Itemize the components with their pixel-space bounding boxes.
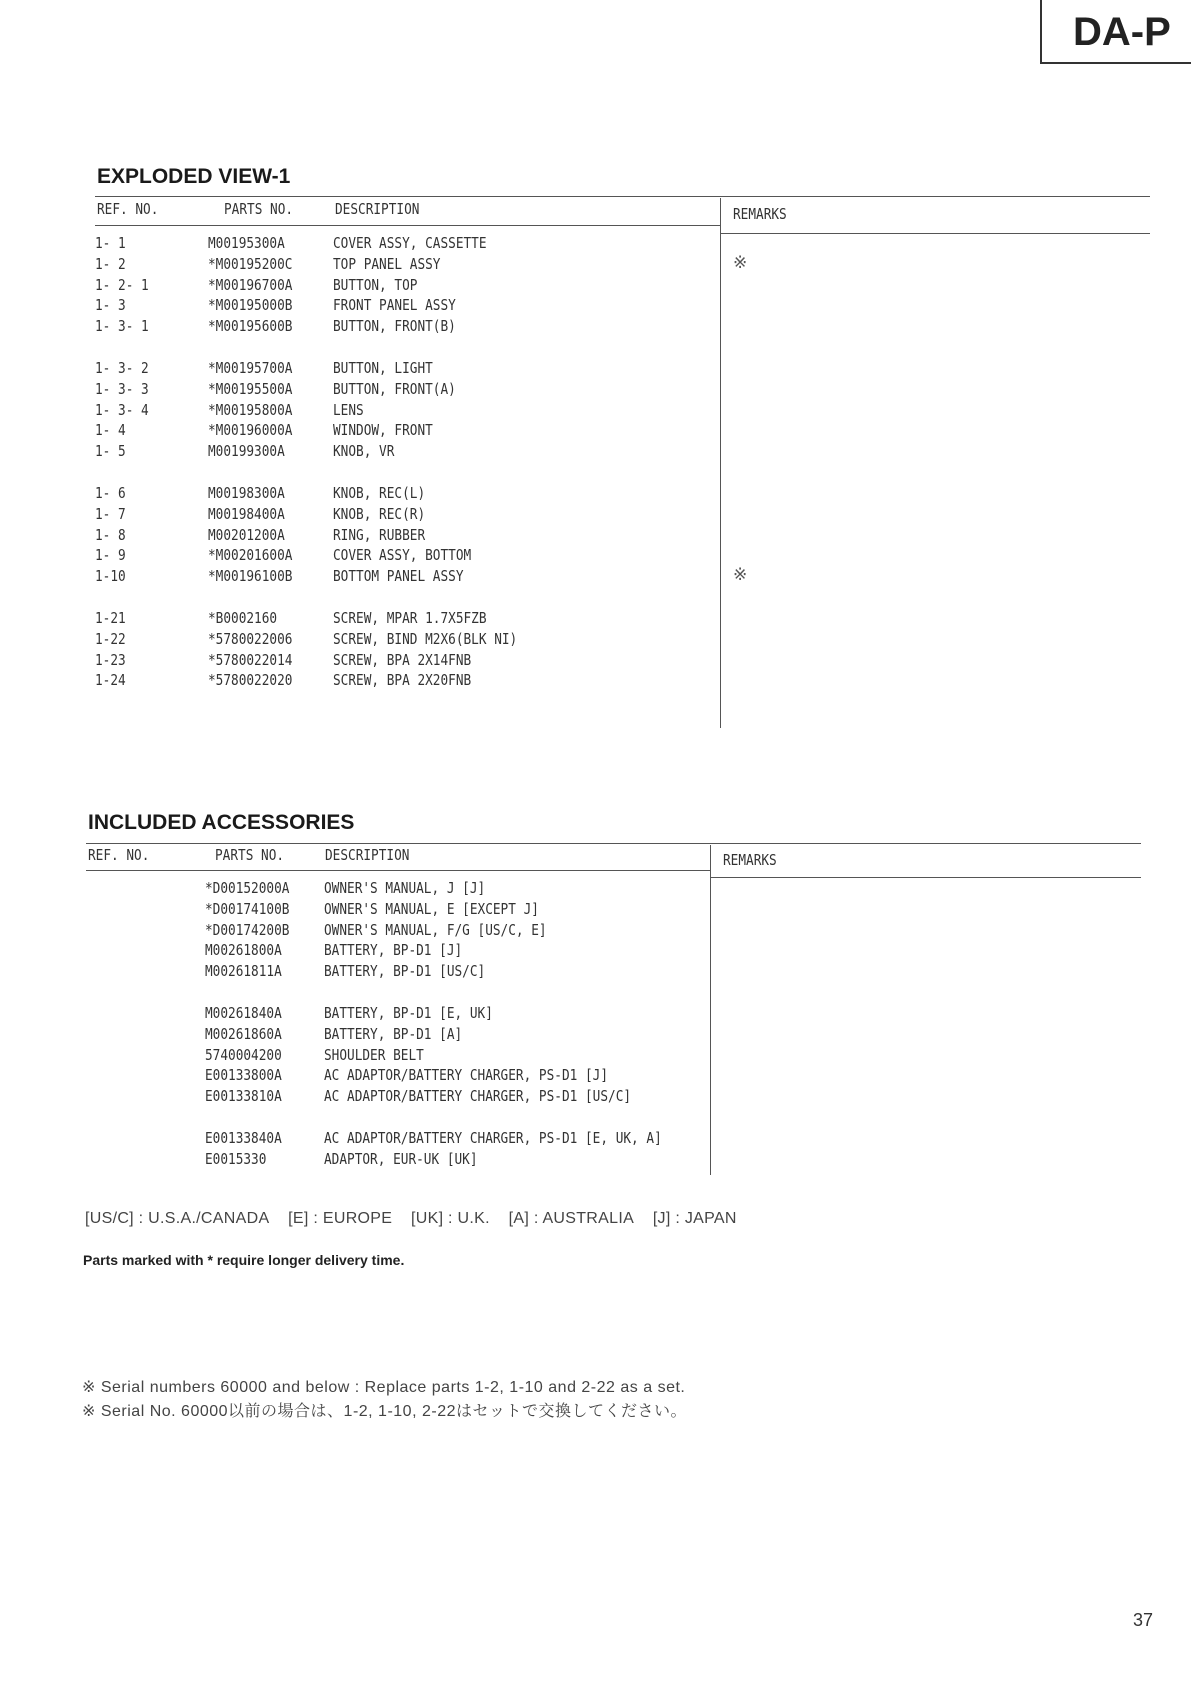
- table-row: [0, 1129, 720, 1150]
- table-row: [0, 921, 720, 942]
- remarks-divider: [720, 198, 721, 728]
- parts-no-cell: M00261811A: [205, 962, 282, 981]
- table-row: [0, 276, 720, 297]
- serial-note-en: ※ Serial numbers 60000 and below : Replace parts 1-2, 1-10 and 2-22 as a set.: [82, 1379, 686, 1396]
- description-cell: BUTTON, TOP: [333, 275, 418, 294]
- table-row: [0, 1004, 720, 1025]
- table-row: [0, 234, 720, 255]
- parts-no-cell: *M00195000B: [208, 296, 293, 315]
- table-row: [0, 1025, 720, 1046]
- parts-no-cell: *M00195800A: [208, 400, 293, 419]
- parts-no-cell: M00199300A: [208, 442, 285, 461]
- parts-no-cell: M00261860A: [205, 1024, 282, 1043]
- parts-no-cell: *M00195600B: [208, 317, 293, 336]
- serial-note-ja: ※ Serial No. 60000以前の場合は、1-2, 1-10, 2-22はセットで交換してください。: [82, 1403, 687, 1420]
- parts-no-cell: *5780022006: [208, 629, 293, 648]
- ref-no-cell: 1- 6: [95, 484, 126, 502]
- table-row: [0, 484, 720, 505]
- parts-no-cell: M00198300A: [208, 484, 285, 502]
- description-cell: AC ADAPTOR/BATTERY CHARGER, PS-D1 [US/C]: [324, 1087, 632, 1106]
- description-cell: SHOULDER BELT: [324, 1045, 424, 1064]
- description-cell: BOTTOM PANEL ASSY: [333, 567, 464, 586]
- table-row: [0, 359, 720, 380]
- ref-no-cell: 1- 3- 1: [95, 317, 149, 336]
- remarks-header-rule: [720, 233, 1150, 234]
- table-row: [0, 962, 720, 983]
- parts-no-cell: *M00196100B: [208, 567, 293, 586]
- parts-no-cell: *M00201600A: [208, 546, 293, 565]
- parts-no-cell: M00261840A: [205, 1004, 282, 1022]
- accessories-top-rule: [86, 843, 1141, 844]
- ref-no-cell: 1- 3- 2: [95, 359, 149, 377]
- description-cell: BATTERY, BP-D1 [US/C]: [324, 962, 486, 981]
- ref-no-cell: 1- 3- 4: [95, 400, 149, 419]
- ref-no-cell: 1-22: [95, 629, 126, 648]
- table-row: [0, 546, 720, 567]
- ref-no-cell: 1- 8: [95, 525, 126, 544]
- parts-no-cell: M00261800A: [205, 941, 282, 960]
- description-cell: SCREW, MPAR 1.7X5FZB: [333, 609, 487, 627]
- parts-no-cell: *M00195200C: [208, 254, 293, 273]
- parts-no-cell: *M00195500A: [208, 379, 293, 398]
- table-row: [0, 252, 748, 276]
- accessories-title: INCLUDED ACCESSORIES: [88, 811, 355, 834]
- description-cell: OWNER'S MANUAL, E [EXCEPT J]: [324, 899, 539, 918]
- remark-mark: ※: [733, 252, 748, 273]
- description-cell: COVER ASSY, BOTTOM: [333, 546, 472, 565]
- col-remarks: REMARKS: [733, 205, 787, 223]
- description-cell: TOP PANEL ASSY: [333, 254, 441, 273]
- parts-no-cell: E00133840A: [205, 1129, 282, 1147]
- description-cell: WINDOW, FRONT: [333, 421, 433, 440]
- ref-no-cell: 1-23: [95, 650, 126, 669]
- parts-no-cell: E0015330: [205, 1149, 267, 1168]
- legend-item: [US/C] : U.S.A./CANADA: [85, 1210, 270, 1227]
- table-row: [0, 1046, 720, 1067]
- description-cell: BATTERY, BP-D1 [J]: [324, 941, 463, 960]
- table-row: [0, 630, 720, 651]
- table-row: [0, 941, 720, 962]
- table-row: [0, 296, 720, 317]
- description-cell: BUTTON, FRONT(B): [333, 317, 456, 336]
- legend-item: [A] : AUSTRALIA: [508, 1210, 635, 1227]
- parts-no-cell: *5780022020: [208, 671, 293, 690]
- parts-no-cell: M00201200A: [208, 525, 285, 544]
- ref-no-cell: 1- 7: [95, 504, 126, 523]
- description-cell: BATTERY, BP-D1 [E, UK]: [324, 1004, 493, 1022]
- table-row: [0, 900, 720, 921]
- table-row: [0, 526, 720, 547]
- page-number: 37: [1133, 1610, 1154, 1630]
- acc-col-parts-no: PARTS NO.: [215, 846, 285, 864]
- col-ref-no: REF. NO.: [97, 200, 159, 218]
- acc-remarks-header-rule: [711, 877, 1141, 878]
- ref-no-cell: 1-10: [95, 567, 126, 586]
- description-cell: OWNER'S MANUAL, F/G [US/C, E]: [324, 920, 547, 939]
- description-cell: FRONT PANEL ASSY: [333, 296, 456, 315]
- table-row: [0, 671, 720, 692]
- ref-no-cell: 1- 3- 3: [95, 379, 149, 398]
- exploded-view-title: EXPLODED VIEW-1: [97, 165, 291, 188]
- table-row: [0, 1066, 720, 1087]
- table-row: [0, 421, 720, 442]
- table-row: [0, 401, 720, 422]
- acc-col-ref-no: REF. NO.: [88, 846, 150, 864]
- table-row: [0, 505, 720, 526]
- parts-no-cell: M00195300A: [208, 234, 285, 252]
- description-cell: AC ADAPTOR/BATTERY CHARGER, PS-D1 [E, UK, A]: [324, 1129, 662, 1147]
- acc-col-description: DESCRIPTION: [325, 846, 410, 864]
- col-description: DESCRIPTION: [335, 200, 420, 218]
- parts-no-cell: E00133810A: [205, 1087, 282, 1106]
- parts-no-cell: *5780022014: [208, 650, 293, 669]
- table-row: [0, 380, 720, 401]
- description-cell: AC ADAPTOR/BATTERY CHARGER, PS-D1 [J]: [324, 1066, 609, 1085]
- description-cell: KNOB, REC(R): [333, 504, 426, 523]
- description-cell: BATTERY, BP-D1 [A]: [324, 1024, 463, 1043]
- table-top-rule: [95, 196, 1150, 197]
- parts-no-cell: *M00196700A: [208, 275, 293, 294]
- acc-header-rule: [86, 870, 711, 871]
- description-cell: BUTTON, FRONT(A): [333, 379, 456, 398]
- legend-item: [E] : EUROPE: [288, 1210, 393, 1227]
- description-cell: SCREW, BIND M2X6(BLK NI): [333, 629, 518, 648]
- legend-item: [UK] : U.K.: [411, 1210, 490, 1227]
- col-parts-no: PARTS NO.: [224, 200, 294, 218]
- parts-no-cell: M00198400A: [208, 504, 285, 523]
- table-row: [0, 1087, 720, 1108]
- table-row: [0, 442, 720, 463]
- parts-no-cell: 5740004200: [205, 1045, 282, 1064]
- parts-no-cell: *D00152000A: [205, 879, 290, 897]
- model-name: DA-P: [1073, 10, 1171, 54]
- description-cell: LENS: [333, 400, 364, 419]
- parts-no-cell: E00133800A: [205, 1066, 282, 1085]
- parts-no-cell: *M00195700A: [208, 359, 293, 377]
- parts-no-cell: *D00174100B: [205, 899, 290, 918]
- ref-no-cell: 1- 5: [95, 442, 126, 461]
- ref-no-cell: 1-24: [95, 671, 126, 690]
- table-row: [0, 879, 720, 900]
- parts-no-cell: *D00174200B: [205, 920, 290, 939]
- acc-col-remarks: REMARKS: [723, 851, 777, 869]
- ref-no-cell: 1- 9: [95, 546, 126, 565]
- ref-no-cell: 1- 1: [95, 234, 126, 252]
- description-cell: SCREW, BPA 2X14FNB: [333, 650, 472, 669]
- description-cell: RING, RUBBER: [333, 525, 426, 544]
- ref-no-cell: 1- 3: [95, 296, 126, 315]
- table-row: [0, 609, 720, 630]
- table-row: [0, 317, 720, 338]
- ref-no-cell: 1-21: [95, 609, 126, 627]
- description-cell: BUTTON, LIGHT: [333, 359, 433, 377]
- description-cell: COVER ASSY, CASSETTE: [333, 234, 487, 252]
- description-cell: SCREW, BPA 2X20FNB: [333, 671, 472, 690]
- header-rule: [95, 225, 720, 226]
- parts-no-cell: *M00196000A: [208, 421, 293, 440]
- ref-no-cell: 1- 2- 1: [95, 275, 149, 294]
- description-cell: OWNER'S MANUAL, J [J]: [324, 879, 486, 897]
- region-legend: [85, 1210, 751, 1228]
- ref-no-cell: 1- 2: [95, 254, 126, 273]
- description-cell: ADAPTOR, EUR-UK [UK]: [324, 1149, 478, 1168]
- description-cell: KNOB, VR: [333, 442, 395, 461]
- table-row: [0, 651, 720, 672]
- ref-no-cell: 1- 4: [95, 421, 126, 440]
- remark-mark: ※: [733, 565, 748, 586]
- parts-no-cell: *B0002160: [208, 609, 278, 627]
- description-cell: KNOB, REC(L): [333, 484, 426, 502]
- table-row: [0, 565, 748, 588]
- table-row: [0, 1150, 720, 1171]
- delivery-note: Parts marked with * require longer delivery time.: [83, 1252, 405, 1268]
- legend-item: [J] : JAPAN: [652, 1210, 737, 1227]
